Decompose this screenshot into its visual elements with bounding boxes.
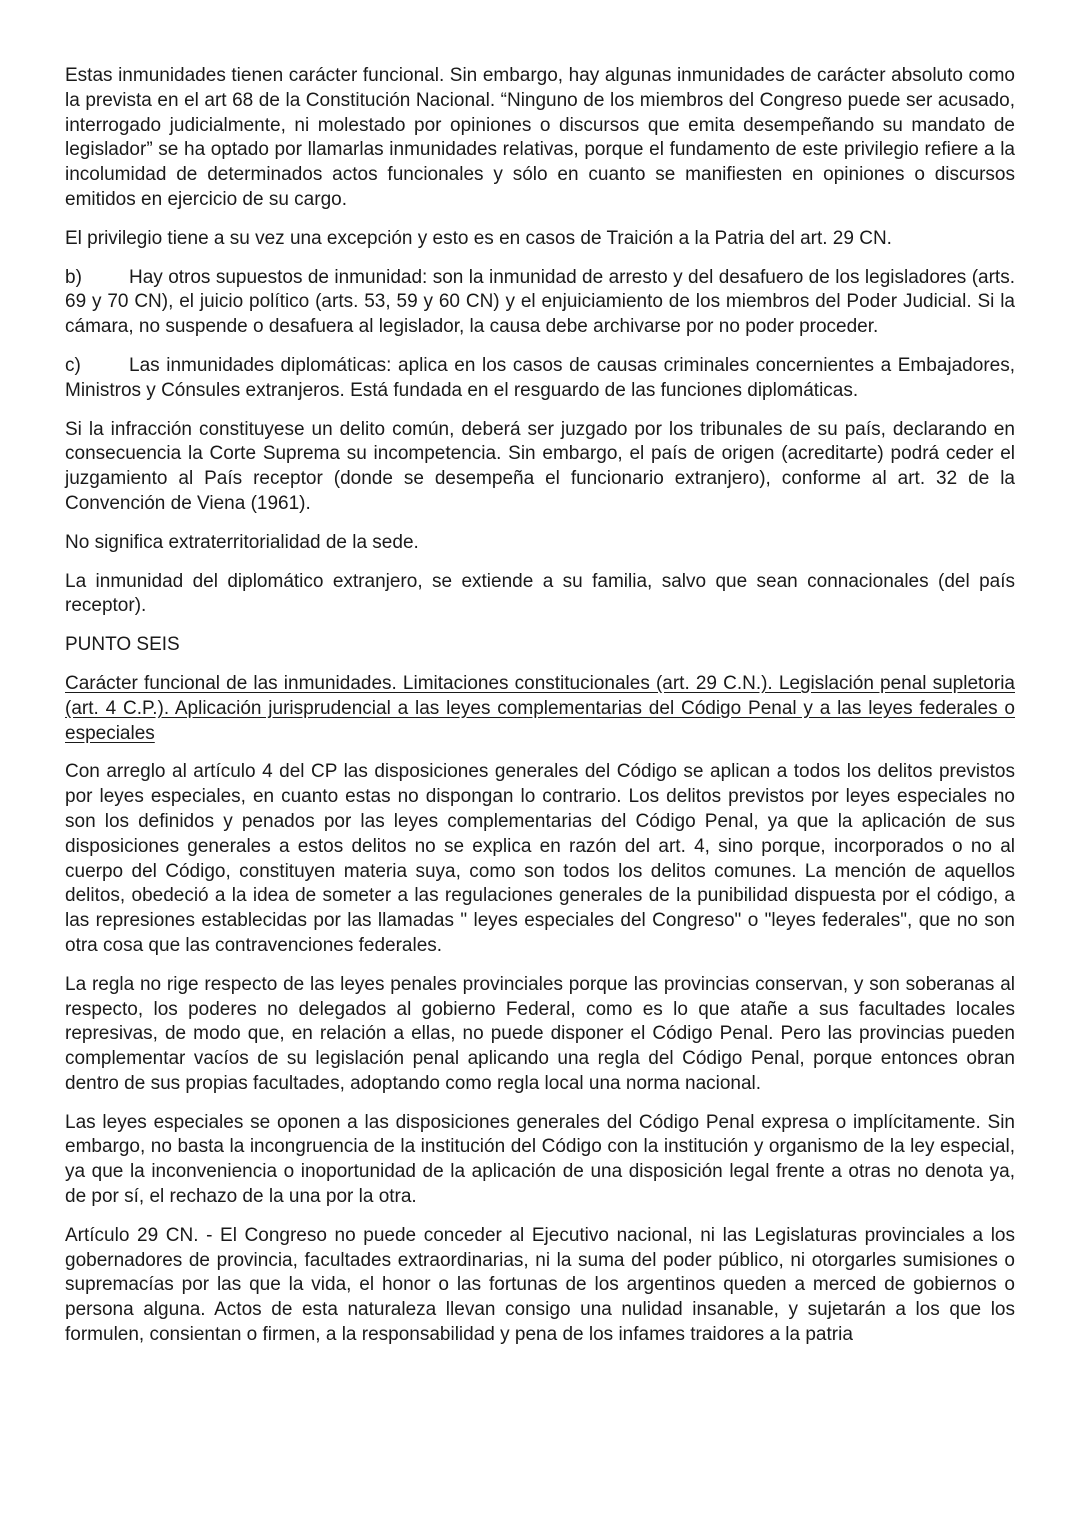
section-title: Carácter funcional de las inmunidades. Limitaciones constitucionales (art. 29 C.N.). Legislación penal supletoria (art. 4 C.P.). Aplicación jurisprudencial a las leyes complementarias del Código Penal y a las leyes federales o especiales xyxy=(65,672,1015,744)
paragraph-articulo-29: Artículo 29 CN. - El Congreso no puede conceder al Ejecutivo nacional, ni las Legislaturas provinciales a los gobernadores de provincia, facultades extraordinarias, ni la suma del poder público, ni otorgarles sumisiones o supremacías por las que la vida, el honor o las fortunas de los argentinos queden a merced de gobiernos o persona alguna. Actos de esta naturaleza llevan consigo una nulidad insanable, y sujetarán a los que los formulen, consientan o firmen, a la responsabilidad y pena de los infames traidores a la patria xyxy=(65,1224,1015,1346)
list-item-c-letter: c) xyxy=(65,354,81,376)
paragraph-leyes-provinciales: La regla no rige respecto de las leyes penales provinciales porque las provincias conservan, y son soberanas al respecto, los poderes no delegados al gobierno Federal, como es lo que atañe a sus facultades locales represivas, de modo que, en relación a ellas, no puede disponer el Código Penal. Pero las provincias pueden complementar vacíos de su legislación penal aplicando una regla del Código Penal, porque entonces obran dentro de sus propias facultades, adoptando como regla local una norma nacional. xyxy=(65,973,1015,1094)
list-item-b-letter: b) xyxy=(65,266,82,288)
list-item-c-text: Las inmunidades diplomáticas: aplica en los casos de causas criminales concernientes a Embajadores, Ministros y Cónsules extranjeros. Está fundada en el resguardo de las funciones diplomáticas. xyxy=(65,354,1015,401)
paragraph-delito-comun: Si la infracción constituyese un delito común, deberá ser juzgado por los tribunales de su país, declarando en consecuencia la Corte Suprema su incompetencia. Sin embargo, el país de origen (acreditarte) podrá ceder el juzgamiento al País receptor (donde se desempeña el funcionario extranjero), conforme al art. 32 de la Convención de Viena (1961). xyxy=(65,418,1015,514)
list-item-c xyxy=(65,354,1015,404)
paragraph-leyes-especiales: Las leyes especiales se oponen a las disposiciones generales del Código Penal expresa o implícitamente. Sin embargo, no basta la incongruencia de la institución del Código con la institución y organismo de la ley especial, ya que la inconveniencia o inoportunidad de la aplicación de una disposición legal frente a otras no denota ya, de por sí, el rechazo de la una por la otra. xyxy=(65,1111,1015,1208)
paragraph-extraterritorialidad: No significa extraterritorialidad de la sede. xyxy=(65,531,419,553)
section-label: PUNTO SEIS xyxy=(65,634,180,656)
paragraph-articulo-4: Con arreglo al artículo 4 del CP las disposiciones generales del Código se aplican a todos los delitos previstos por leyes especiales, en cuanto estas no dispongan lo contrario. Los delitos previstos por leyes especiales no son los definidos y penados por las leyes complementarias del Código Penal, ya que la aplicación de sus disposiciones generales a estos delitos no se explica en razón del art. 4, sino porque, incorporados o no al cuerpo del Código, constituyen materia suya, como son todos los delitos comunes. La mención de aquellos delitos, obedeció a la idea de someter a las regulaciones generales de la punibilidad dispuesta por el código, a las represiones establecidas por las llamadas " leyes especiales del Congreso" o "leyes federales", que no son otra cosa que las contravenciones federales. xyxy=(65,761,1015,956)
list-item-b xyxy=(65,266,1015,340)
paragraph-familia-diplomatico: La inmunidad del diplomático extranjero, se extiende a su familia, salvo que sean connacionales (del país receptor). xyxy=(65,570,1015,617)
paragraph-inmunidades-funcional: Estas inmunidades tienen carácter funcional. Sin embargo, hay algunas inmunidades de carácter absoluto como la prevista en el art 68 de la Constitución Nacional. “Ninguno de los miembros del Congreso puede ser acusado, interrogado judicialmente, ni molestado por opiniones o discursos que emita desempeñando su mandato de legislador” se ha optado por llamarlas inmunidades relativas, porque el fundamento de este privilegio refiere a la incolumidad de determinados actos funcionales y sólo en cuanto se manifiesten en opiniones o discursos emitidos en ejercicio de su cargo. xyxy=(65,65,1015,210)
paragraph-excepcion-traicion: El privilegio tiene a su vez una excepción y esto es en casos de Traición a la Patria del art. 29 CN. xyxy=(65,227,892,249)
list-item-b-text: Hay otros supuestos de inmunidad: son la inmunidad de arresto y del desafuero de los legisladores (arts. 69 y 70 CN), el juicio político (arts. 53, 59 y 60 CN) y el enjuiciamiento de los miembros del Poder Judicial. Si la cámara, no suspende o desafuera al legislador, la causa debe archivarse por no poder proceder. xyxy=(65,266,1015,338)
document-page xyxy=(65,64,1015,1362)
